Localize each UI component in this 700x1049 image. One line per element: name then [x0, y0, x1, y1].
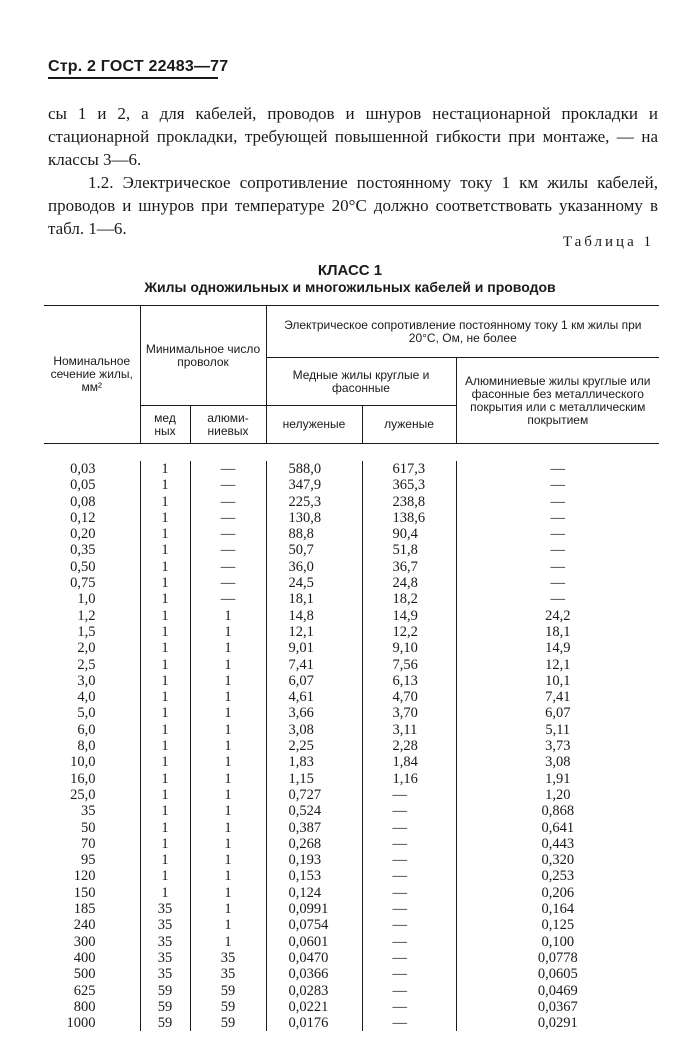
- cell-section: 2,0: [77, 640, 96, 657]
- cell-untinned: 0,153: [266, 868, 362, 884]
- table-label: Таблица 1: [562, 234, 654, 250]
- table-row: [44, 820, 659, 836]
- table-row: [44, 705, 659, 721]
- cell-tinned: —: [362, 820, 456, 836]
- cell-section: 0,05: [70, 477, 96, 494]
- cell-copper-wires: 1: [140, 640, 190, 656]
- header-untinned: нелуженые: [266, 406, 362, 444]
- cell-copper-wires: 1: [140, 673, 190, 689]
- cell-tinned: 14,9: [362, 608, 456, 624]
- cell-copper-wires: 1: [140, 591, 190, 607]
- cell-aluminium-resistance: —: [456, 461, 659, 477]
- cell-untinned: 6,07: [266, 673, 362, 689]
- cell-aluminium-resistance: 5,11: [456, 722, 659, 738]
- table-row: [44, 722, 659, 738]
- cell-copper-wires: 1: [140, 787, 190, 803]
- cell-untinned: 130,8: [266, 510, 362, 526]
- table-row: [44, 836, 659, 852]
- cell-untinned: 12,1: [266, 624, 362, 640]
- cell-copper-wires: 1: [140, 689, 190, 705]
- cell-aluminium-wires: 1: [190, 868, 266, 884]
- header-section: Номинальное сечение жилы, мм²: [50, 354, 133, 394]
- cell-tinned: —: [362, 1015, 456, 1031]
- cell-copper-wires: 1: [140, 477, 190, 493]
- cell-section: 10,0: [70, 754, 96, 771]
- header-underline: [48, 77, 218, 79]
- cell-aluminium-resistance: 0,320: [456, 852, 659, 868]
- cell-aluminium-wires: —: [190, 559, 266, 575]
- cell-aluminium-resistance: 14,9: [456, 640, 659, 656]
- cell-aluminium-wires: 1: [190, 803, 266, 819]
- cell-tinned: 36,7: [362, 559, 456, 575]
- cell-copper-wires: 1: [140, 510, 190, 526]
- cell-section: 150: [73, 884, 96, 901]
- cell-aluminium-wires: —: [190, 542, 266, 558]
- cell-untinned: 0,0991: [266, 901, 362, 917]
- cell-copper-wires: 1: [140, 705, 190, 721]
- cell-copper-wires: 35: [140, 934, 190, 950]
- table-row: [44, 591, 659, 607]
- table-body: [44, 461, 659, 1031]
- cell-aluminium-wires: 35: [190, 950, 266, 966]
- header-aluminium-wires: алюми- ниевых: [190, 406, 266, 444]
- cell-copper-wires: 35: [140, 966, 190, 982]
- header-aluminium-group: Алюминиевые жилы круглые или фасонные без металлического покрытия или с металлическим покрытием: [456, 358, 659, 444]
- header-copper-group: Медные жилы круглые и фасонные: [266, 358, 456, 406]
- page-header-text: Стр. 2 ГОСТ 22483—77: [48, 58, 229, 75]
- cell-aluminium-resistance: 0,0778: [456, 950, 659, 966]
- cell-copper-wires: 1: [140, 885, 190, 901]
- table-row: [44, 999, 659, 1015]
- cell-tinned: —: [362, 999, 456, 1015]
- cell-tinned: 1,84: [362, 754, 456, 770]
- cell-untinned: 0,0221: [266, 999, 362, 1015]
- cell-aluminium-resistance: —: [456, 559, 659, 575]
- cell-untinned: 225,3: [266, 494, 362, 510]
- table-row: [44, 461, 659, 477]
- header-min-wires: Минимальное число проволок: [140, 306, 266, 406]
- cell-section: 1,5: [77, 623, 96, 640]
- cell-tinned: —: [362, 868, 456, 884]
- cell-untinned: 24,5: [266, 575, 362, 591]
- cell-aluminium-wires: 1: [190, 771, 266, 787]
- cell-section: 0,03: [70, 461, 96, 477]
- cell-aluminium-wires: 35: [190, 966, 266, 982]
- table-subtitle: Жилы одножильных и многожильных кабелей и проводов: [144, 279, 556, 295]
- cell-section: 1,0: [77, 591, 96, 608]
- cell-untinned: 0,524: [266, 803, 362, 819]
- cell-section: 4,0: [77, 689, 96, 706]
- cell-copper-wires: 35: [140, 950, 190, 966]
- cell-aluminium-resistance: —: [456, 542, 659, 558]
- cell-untinned: 36,0: [266, 559, 362, 575]
- cell-copper-wires: 1: [140, 771, 190, 787]
- cell-copper-wires: 1: [140, 494, 190, 510]
- cell-aluminium-wires: 1: [190, 885, 266, 901]
- cell-aluminium-wires: 1: [190, 738, 266, 754]
- cell-aluminium-resistance: 10,1: [456, 673, 659, 689]
- cell-copper-wires: 1: [140, 820, 190, 836]
- cell-section: 400: [73, 949, 96, 966]
- cell-aluminium-wires: 1: [190, 836, 266, 852]
- cell-tinned: 18,2: [362, 591, 456, 607]
- cell-aluminium-wires: 1: [190, 722, 266, 738]
- cell-tinned: 138,6: [362, 510, 456, 526]
- cell-aluminium-wires: 1: [190, 754, 266, 770]
- cell-tinned: 12,2: [362, 624, 456, 640]
- cell-aluminium-resistance: 12,1: [456, 657, 659, 673]
- table-row: [44, 689, 659, 705]
- cell-untinned: 0,0176: [266, 1015, 362, 1031]
- cell-section: 240: [73, 917, 96, 934]
- table-row: [44, 983, 659, 999]
- cell-aluminium-resistance: —: [456, 526, 659, 542]
- cell-untinned: 14,8: [266, 608, 362, 624]
- cell-section: 70: [81, 835, 96, 852]
- page-header: [48, 58, 228, 79]
- cell-aluminium-resistance: 6,07: [456, 705, 659, 721]
- table-row: [44, 657, 659, 673]
- cell-untinned: 347,9: [266, 477, 362, 493]
- cell-section: 5,0: [77, 705, 96, 722]
- cell-section: 500: [73, 966, 96, 983]
- cell-aluminium-resistance: 0,0605: [456, 966, 659, 982]
- cell-aluminium-wires: 1: [190, 917, 266, 933]
- cell-tinned: 51,8: [362, 542, 456, 558]
- cell-copper-wires: 1: [140, 803, 190, 819]
- table-row: [44, 559, 659, 575]
- cell-copper-wires: 1: [140, 657, 190, 673]
- table-row: [44, 542, 659, 558]
- cell-tinned: —: [362, 885, 456, 901]
- cell-copper-wires: 1: [140, 461, 190, 477]
- cell-section: 16,0: [70, 770, 96, 787]
- cell-copper-wires: 1: [140, 526, 190, 542]
- cell-aluminium-wires: 1: [190, 705, 266, 721]
- cell-section: 185: [73, 901, 96, 918]
- cell-tinned: 6,13: [362, 673, 456, 689]
- cell-aluminium-wires: 59: [190, 983, 266, 999]
- cell-section: 0,20: [70, 526, 96, 543]
- cell-aluminium-wires: —: [190, 477, 266, 493]
- cell-aluminium-wires: —: [190, 494, 266, 510]
- cell-untinned: 1,83: [266, 754, 362, 770]
- cell-section: 8,0: [77, 738, 96, 755]
- table-row: [44, 1015, 659, 1031]
- table-row: [44, 673, 659, 689]
- cell-untinned: 0,0601: [266, 934, 362, 950]
- table-row: [44, 477, 659, 493]
- cell-section: 1,2: [77, 607, 96, 624]
- cell-tinned: —: [362, 934, 456, 950]
- cell-tinned: 617,3: [362, 461, 456, 477]
- cell-aluminium-resistance: 0,206: [456, 885, 659, 901]
- cell-untinned: 0,0470: [266, 950, 362, 966]
- cell-untinned: 50,7: [266, 542, 362, 558]
- cell-untinned: 588,0: [266, 461, 362, 477]
- cell-section: 0,50: [70, 558, 96, 575]
- cell-untinned: 18,1: [266, 591, 362, 607]
- cell-tinned: 3,70: [362, 705, 456, 721]
- table-row: [44, 917, 659, 933]
- cell-section: 0,08: [70, 493, 96, 510]
- cell-aluminium-resistance: 0,0469: [456, 983, 659, 999]
- cell-aluminium-resistance: 3,73: [456, 738, 659, 754]
- table-row: [44, 901, 659, 917]
- cell-tinned: —: [362, 852, 456, 868]
- cell-copper-wires: 1: [140, 722, 190, 738]
- cell-section: 0,75: [70, 575, 96, 592]
- cell-aluminium-wires: —: [190, 591, 266, 607]
- cell-aluminium-wires: 1: [190, 934, 266, 950]
- cell-untinned: 9,01: [266, 640, 362, 656]
- cell-aluminium-resistance: 0,0367: [456, 999, 659, 1015]
- header-tinned: луженые: [362, 406, 456, 444]
- table-row: [44, 966, 659, 982]
- table-row: [44, 754, 659, 770]
- cell-aluminium-resistance: —: [456, 591, 659, 607]
- cell-section: 0,12: [70, 509, 96, 526]
- cell-copper-wires: 59: [140, 999, 190, 1015]
- cell-copper-wires: 1: [140, 836, 190, 852]
- cell-section: 25,0: [70, 786, 96, 803]
- cell-aluminium-wires: 1: [190, 608, 266, 624]
- cell-aluminium-resistance: —: [456, 494, 659, 510]
- cell-copper-wires: 1: [140, 575, 190, 591]
- cell-untinned: 0,0754: [266, 917, 362, 933]
- cell-aluminium-resistance: —: [456, 575, 659, 591]
- cell-untinned: 0,0366: [266, 966, 362, 982]
- cell-untinned: 0,193: [266, 852, 362, 868]
- cell-aluminium-wires: 1: [190, 657, 266, 673]
- cell-aluminium-resistance: 24,2: [456, 608, 659, 624]
- cell-untinned: 88,8: [266, 526, 362, 542]
- cell-copper-wires: 1: [140, 608, 190, 624]
- cell-aluminium-resistance: 1,91: [456, 771, 659, 787]
- cell-untinned: 3,66: [266, 705, 362, 721]
- cell-aluminium-wires: 59: [190, 999, 266, 1015]
- cell-aluminium-resistance: 0,100: [456, 934, 659, 950]
- cell-aluminium-resistance: —: [456, 477, 659, 493]
- cell-aluminium-wires: 1: [190, 673, 266, 689]
- cell-copper-wires: 1: [140, 868, 190, 884]
- cell-tinned: 7,56: [362, 657, 456, 673]
- cell-aluminium-resistance: 3,08: [456, 754, 659, 770]
- table-row: [44, 608, 659, 624]
- table-row: [44, 640, 659, 656]
- cell-tinned: —: [362, 966, 456, 982]
- paragraph-continuation: сы 1 и 2, а для кабелей, проводов и шнуров нестационарной прокладки и стационарной прокладки, требующей повышенной гибкости при монтаже, — на классы 3—6.: [48, 104, 658, 169]
- cell-tinned: —: [362, 803, 456, 819]
- cell-section: 1000: [66, 1015, 96, 1032]
- cell-tinned: —: [362, 901, 456, 917]
- cell-section: 0,35: [70, 542, 96, 559]
- table-row: [44, 950, 659, 966]
- cell-untinned: 2,25: [266, 738, 362, 754]
- cell-aluminium-wires: 1: [190, 820, 266, 836]
- cell-untinned: 0,124: [266, 885, 362, 901]
- cell-tinned: 365,3: [362, 477, 456, 493]
- cell-aluminium-wires: 1: [190, 852, 266, 868]
- cell-section: 6,0: [77, 721, 96, 738]
- table-row: [44, 510, 659, 526]
- cell-aluminium-wires: —: [190, 510, 266, 526]
- cell-section: 300: [73, 933, 96, 950]
- table-header: [44, 305, 659, 444]
- table-row: [44, 771, 659, 787]
- table-class-title: КЛАСС 1: [317, 262, 383, 279]
- cell-aluminium-resistance: 0,868: [456, 803, 659, 819]
- body-text: [48, 102, 658, 240]
- cell-tinned: 90,4: [362, 526, 456, 542]
- cell-tinned: 24,8: [362, 575, 456, 591]
- cell-aluminium-wires: 59: [190, 1015, 266, 1031]
- cell-aluminium-resistance: 0,0291: [456, 1015, 659, 1031]
- cell-tinned: 1,16: [362, 771, 456, 787]
- cell-aluminium-wires: 1: [190, 901, 266, 917]
- header-copper-wires: мед ных: [140, 406, 190, 444]
- cell-untinned: 4,61: [266, 689, 362, 705]
- cell-copper-wires: 1: [140, 624, 190, 640]
- cell-copper-wires: 59: [140, 1015, 190, 1031]
- cell-section: 50: [81, 819, 96, 836]
- cell-copper-wires: 1: [140, 852, 190, 868]
- cell-tinned: 3,11: [362, 722, 456, 738]
- cell-untinned: 0,727: [266, 787, 362, 803]
- cell-aluminium-wires: —: [190, 575, 266, 591]
- header-resistance: Электрическое сопротивление постоянному току 1 км жилы при 20°С, Ом, не более: [266, 306, 659, 358]
- cell-aluminium-resistance: 7,41: [456, 689, 659, 705]
- cell-untinned: 7,41: [266, 657, 362, 673]
- cell-aluminium-wires: 1: [190, 787, 266, 803]
- table-row: [44, 738, 659, 754]
- cell-aluminium-resistance: 0,125: [456, 917, 659, 933]
- cell-untinned: 0,387: [266, 820, 362, 836]
- cell-aluminium-wires: 1: [190, 689, 266, 705]
- cell-section: 95: [81, 852, 96, 869]
- cell-copper-wires: 1: [140, 738, 190, 754]
- cell-tinned: 9,10: [362, 640, 456, 656]
- cell-aluminium-resistance: 0,164: [456, 901, 659, 917]
- cell-copper-wires: 35: [140, 901, 190, 917]
- table-row: [44, 934, 659, 950]
- cell-untinned: 0,0283: [266, 983, 362, 999]
- cell-tinned: 238,8: [362, 494, 456, 510]
- cell-section: 625: [73, 982, 96, 999]
- cell-aluminium-wires: 1: [190, 640, 266, 656]
- table-row: [44, 885, 659, 901]
- cell-untinned: 3,08: [266, 722, 362, 738]
- table-row: [44, 624, 659, 640]
- cell-copper-wires: 35: [140, 917, 190, 933]
- cell-section: 800: [73, 998, 96, 1015]
- table-row: [44, 803, 659, 819]
- cell-tinned: —: [362, 836, 456, 852]
- cell-section: 3,0: [77, 672, 96, 689]
- cell-tinned: —: [362, 917, 456, 933]
- cell-section: 35: [81, 803, 96, 820]
- cell-aluminium-resistance: 1,20: [456, 787, 659, 803]
- table-row: [44, 494, 659, 510]
- cell-aluminium-resistance: 0,443: [456, 836, 659, 852]
- cell-aluminium-wires: 1: [190, 624, 266, 640]
- cell-aluminium-wires: —: [190, 526, 266, 542]
- cell-aluminium-resistance: 0,641: [456, 820, 659, 836]
- table-row: [44, 575, 659, 591]
- cell-section: 2,5: [77, 656, 96, 673]
- cell-copper-wires: 1: [140, 559, 190, 575]
- cell-section: 120: [73, 868, 96, 885]
- cell-aluminium-resistance: 0,253: [456, 868, 659, 884]
- cell-copper-wires: 1: [140, 542, 190, 558]
- cell-tinned: —: [362, 950, 456, 966]
- cell-aluminium-resistance: 18,1: [456, 624, 659, 640]
- paragraph-1-2: 1.2. Электрическое сопротивление постоянному току 1 км жилы кабелей, проводов и шнуров при температуре 20°С должно соответствовать указанному в табл. 1—6.: [48, 173, 658, 238]
- cell-untinned: 0,268: [266, 836, 362, 852]
- cell-tinned: 2,28: [362, 738, 456, 754]
- cell-tinned: —: [362, 983, 456, 999]
- table-row: [44, 852, 659, 868]
- cell-tinned: 4,70: [362, 689, 456, 705]
- table-row: [44, 787, 659, 803]
- cell-aluminium-resistance: —: [456, 510, 659, 526]
- table-row: [44, 526, 659, 542]
- cell-aluminium-wires: —: [190, 461, 266, 477]
- cell-tinned: —: [362, 787, 456, 803]
- cell-copper-wires: 1: [140, 754, 190, 770]
- cell-copper-wires: 59: [140, 983, 190, 999]
- cell-untinned: 1,15: [266, 771, 362, 787]
- table-row: [44, 868, 659, 884]
